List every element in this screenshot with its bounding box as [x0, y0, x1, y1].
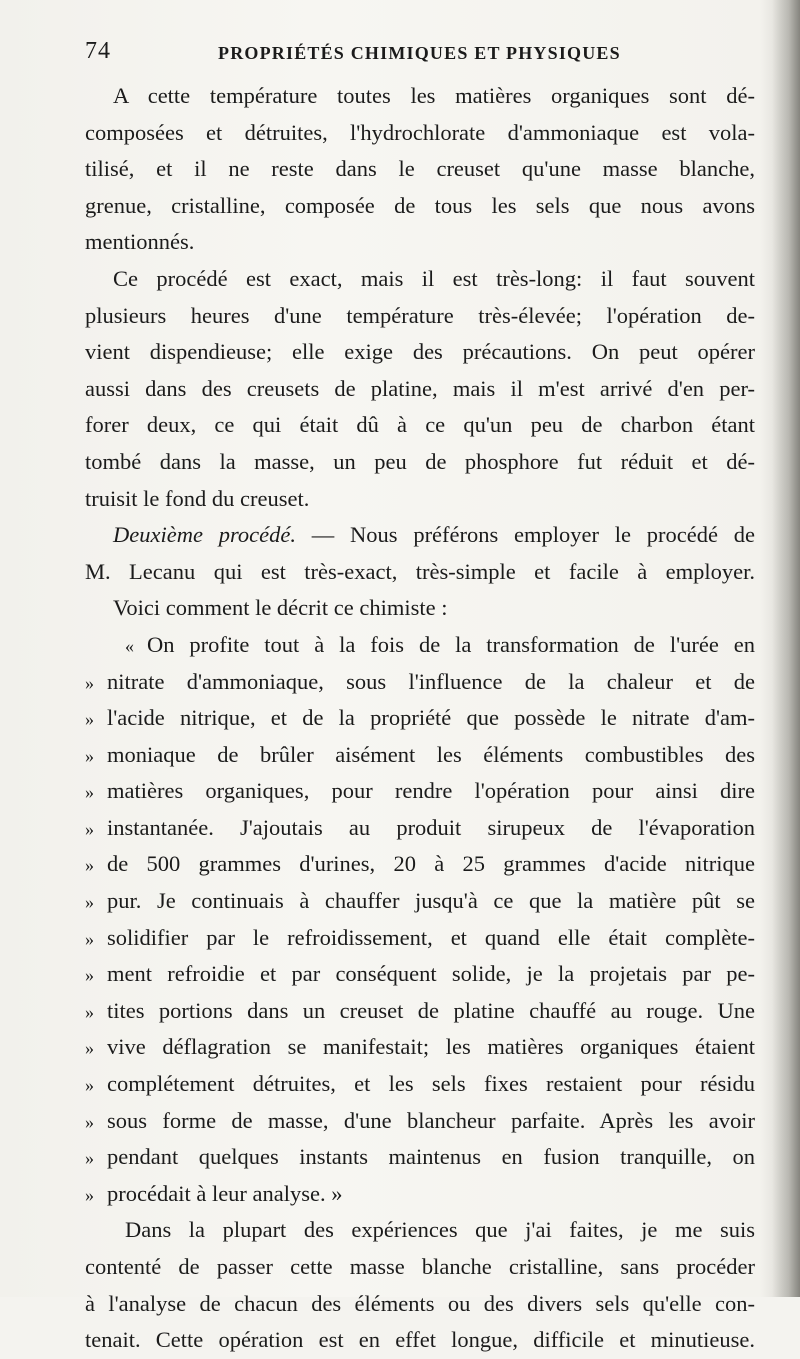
quote-text: instantanée. J'ajoutais au produit sirupeux de l'évaporation: [107, 814, 755, 840]
quote-text: pendant quelques instants maintenus en fusion tranquille, on: [107, 1144, 755, 1170]
quote-mark: »: [85, 745, 94, 766]
quote-line: [85, 737, 755, 774]
quote-text: procédait à leur analyse. »: [107, 1180, 343, 1206]
text-line: vient dispendieuse; elle exige des précautions. On peut opérer: [85, 339, 755, 365]
text-line: grenue, cristalline, composée de tous les sels que nous avons: [85, 192, 755, 218]
quote-text: nitrate d'ammoniaque, sous l'influence de la chaleur et de: [107, 668, 755, 694]
text-line: mentionnés.: [85, 229, 195, 255]
quote-mark: »: [85, 1038, 94, 1059]
quote-mark: «: [125, 635, 134, 656]
page-header: [85, 38, 755, 72]
quote-text: de 500 grammes d'urines, 20 à 25 grammes d'acide nitrique: [107, 851, 755, 877]
text-line: Voici comment le décrit ce chimiste :: [113, 595, 448, 621]
text-line: plusieurs heures d'une température très-élevée; l'opération de-: [85, 302, 755, 328]
text-line: tilisé, et il ne reste dans le creuset qu'une masse blanche,: [85, 156, 755, 182]
quote-line: [85, 810, 755, 847]
quote-text: ment refroidie et par conséquent solide, je la projetais par pe-: [107, 961, 755, 987]
text-line: truisit le fond du creuset.: [85, 485, 310, 511]
text-line: aussi dans des creusets de platine, mais il m'est arrivé d'en per-: [85, 375, 755, 401]
quote-text: moniaque de brûler aisément les éléments combustibles des: [107, 741, 755, 767]
quote-line: [85, 664, 755, 701]
page-edge-shadow: [772, 0, 800, 1297]
quote-line: [85, 700, 755, 737]
quote-mark: »: [85, 1148, 94, 1169]
quote-line: [85, 1139, 755, 1176]
text-line: à l'analyse de chacun des éléments ou des divers sels qu'elle con-: [85, 1290, 755, 1316]
quote-mark: »: [85, 1111, 94, 1132]
quote-mark: »: [85, 818, 94, 839]
text-fragment: — Nous préférons employer le procédé de: [311, 522, 755, 548]
quote-line: [85, 773, 755, 810]
quote-line: [85, 1176, 755, 1213]
quote-mark: »: [85, 1001, 94, 1022]
page-number: 74: [85, 38, 111, 64]
text-line: contenté de passer cette masse blanche cristalline, sans procéder: [85, 1254, 755, 1279]
text-line: composées et détruites, l'hydrochlorate d'ammoniaque est vola-: [85, 119, 755, 145]
quote-mark: »: [85, 672, 94, 693]
text-line: [85, 517, 755, 554]
quote-mark: »: [85, 709, 94, 730]
quote-line: [85, 1066, 755, 1103]
quote-mark: »: [85, 965, 94, 986]
quote-line: [85, 883, 755, 920]
text-line: forer deux, ce qui était dû à ce qu'un peu de charbon étant: [85, 412, 755, 438]
quote-mark: »: [85, 1184, 94, 1205]
text-line: M. Lecanu qui est très-exact, très-simple et facile à employer.: [85, 558, 755, 584]
quote-text: l'acide nitrique, et de la propriété que possède le nitrate d'am-: [107, 705, 755, 731]
quote-line: [85, 846, 755, 883]
text-line: Ce procédé est exact, mais il est très-long: il faut souvent: [113, 265, 755, 291]
quote-mark: »: [85, 782, 94, 803]
quote-mark: »: [85, 1075, 94, 1096]
text-line: A cette température toutes les matières organiques sont dé-: [113, 83, 755, 108]
quote-mark: »: [85, 928, 94, 949]
quote-text: solidifier par le refroidissement, et quand elle était complète-: [107, 924, 755, 950]
text-line: Dans la plupart des expériences que j'ai faites, je me suis: [125, 1217, 755, 1243]
quote-line: [85, 956, 755, 993]
section-heading: Deuxième procédé.: [113, 522, 296, 548]
quote-text: matières organiques, pour rendre l'opération pour ainsi dire: [107, 778, 755, 804]
quote-line: [85, 993, 755, 1030]
quote-text: complétement détruites, et les sels fixes restaient pour résidu: [107, 1071, 755, 1097]
body-text: [85, 78, 755, 1359]
quote-text: On profite tout à la fois de la transformation de l'urée en: [147, 631, 755, 657]
quote-text: tites portions dans un creuset de platine chauffé au rouge. Une: [107, 997, 755, 1023]
quote-line: [85, 920, 755, 957]
quote-text: vive déflagration se manifestait; les matières organiques étaient: [107, 1034, 755, 1060]
text-line: tombé dans la masse, un peu de phosphore fut réduit et dé-: [85, 448, 755, 474]
quote-line: [85, 627, 755, 664]
quote-text: sous forme de masse, d'une blancheur parfaite. Après les avoir: [107, 1107, 755, 1133]
quote-text: pur. Je continuais à chauffer jusqu'à ce que la matière pût se: [107, 888, 755, 914]
running-title: PROPRIÉTÉS CHIMIQUES ET PHYSIQUES: [218, 43, 621, 63]
quote-line: [85, 1103, 755, 1140]
quote-line: [85, 1029, 755, 1066]
quote-mark: »: [85, 855, 94, 876]
text-line: tenait. Cette opération est en effet longue, difficile et minutieuse.: [85, 1327, 755, 1353]
quote-mark: »: [85, 892, 94, 913]
